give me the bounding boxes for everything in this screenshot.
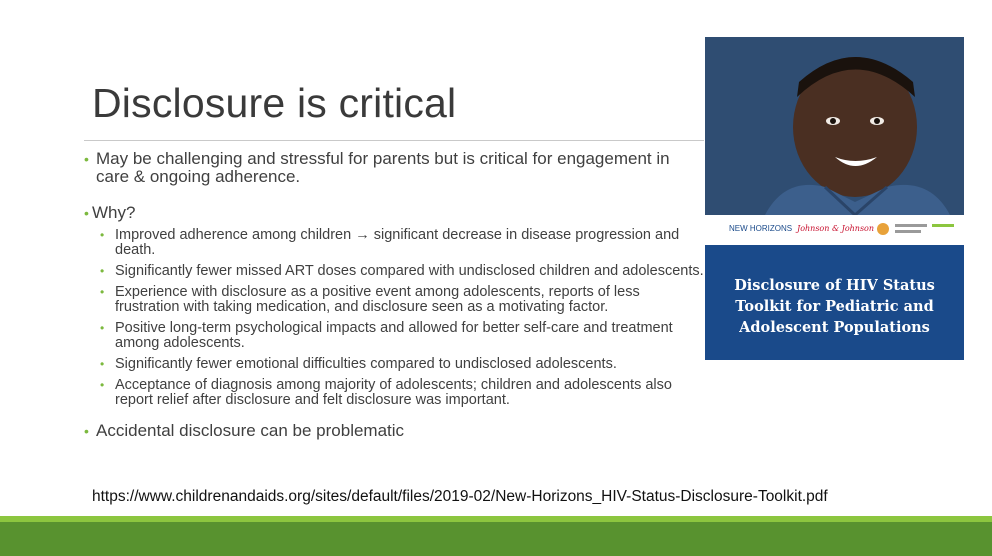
title-divider — [84, 140, 704, 141]
cover-title-line: Toolkit for Pediatric and — [735, 298, 934, 315]
bullet-why — [84, 204, 706, 222]
sub-bullet — [84, 357, 706, 372]
footer-bar-dark — [0, 522, 992, 556]
toolkit-cover-image — [705, 37, 964, 360]
bullet-intro-text: May be challenging and stressful for parents but is critical for engagement in care & ongoing adherence. — [96, 149, 670, 186]
cover-title-line: Disclosure of HIV Status — [734, 277, 935, 294]
bullet-accidental — [84, 422, 706, 440]
sub-bullet-text: Significantly fewer missed ART doses compared with undisclosed children and adolescents. — [115, 263, 704, 279]
cover-title-line: Adolescent Populations — [739, 319, 930, 336]
source-url[interactable]: https://www.childrenandaids.org/sites/default/files/2019-02/New-Horizons_HIV-Status-Disclosure-Toolkit.pdf — [92, 488, 828, 505]
bullet-dot-icon: • — [100, 357, 105, 371]
sub-bullet-text: Positive long-term psychological impacts and allowed for better self-care and treatment among adolescents. — [115, 320, 673, 351]
sub-bullet-text: Significantly fewer emotional difficulties compared to undisclosed adolescents. — [115, 356, 617, 372]
slide-title: Disclosure is critical — [92, 80, 457, 126]
foundation-seal-icon — [877, 223, 889, 235]
bullet-dot-icon: • — [84, 205, 89, 221]
bullet-dot-icon: • — [84, 423, 89, 439]
bullet-dot-icon: • — [100, 264, 105, 278]
sub-bullet — [84, 264, 706, 279]
child-portrait-photo — [705, 37, 964, 215]
cover-title — [715, 275, 954, 338]
sub-bullet — [84, 321, 706, 351]
johnson-johnson-logo: Johnson & Johnson — [797, 224, 875, 233]
foundation-logo-line — [895, 224, 927, 227]
sub-bullet — [84, 378, 706, 408]
cover-logos-strip — [705, 215, 964, 245]
foundation-logo-line — [895, 230, 921, 233]
partner-logo-line — [932, 224, 954, 227]
sub-bullet-text: Acceptance of diagnosis among majority of adolescents; children and adolescents also report relief after disclosure and felt disclosure was important. — [115, 377, 672, 408]
portrait-illustration — [705, 37, 964, 215]
why-label: Why? — [92, 203, 136, 222]
bullet-accidental-text: Accidental disclosure can be problematic — [96, 421, 405, 440]
sub-bullet-text: Experience with disclosure as a positive event among adolescents, reports of less frustration with taking medication, and disclosure seen as a motivating factor. — [115, 284, 640, 315]
bullet-intro — [84, 150, 706, 186]
bullet-dot-icon: • — [100, 378, 105, 392]
bullet-dot-icon: • — [100, 228, 105, 242]
sub-bullet-text: Improved adherence among children → significant decrease in disease progression and death. — [115, 227, 680, 258]
slide-content — [84, 150, 706, 440]
sub-bullet — [84, 285, 706, 315]
sub-bullet — [84, 228, 706, 258]
bullet-dot-icon: • — [100, 321, 105, 335]
new-horizons-logo: NEW HORIZONS — [729, 224, 793, 233]
bullet-dot-icon: • — [100, 285, 105, 299]
bullet-dot-icon: • — [84, 151, 89, 167]
